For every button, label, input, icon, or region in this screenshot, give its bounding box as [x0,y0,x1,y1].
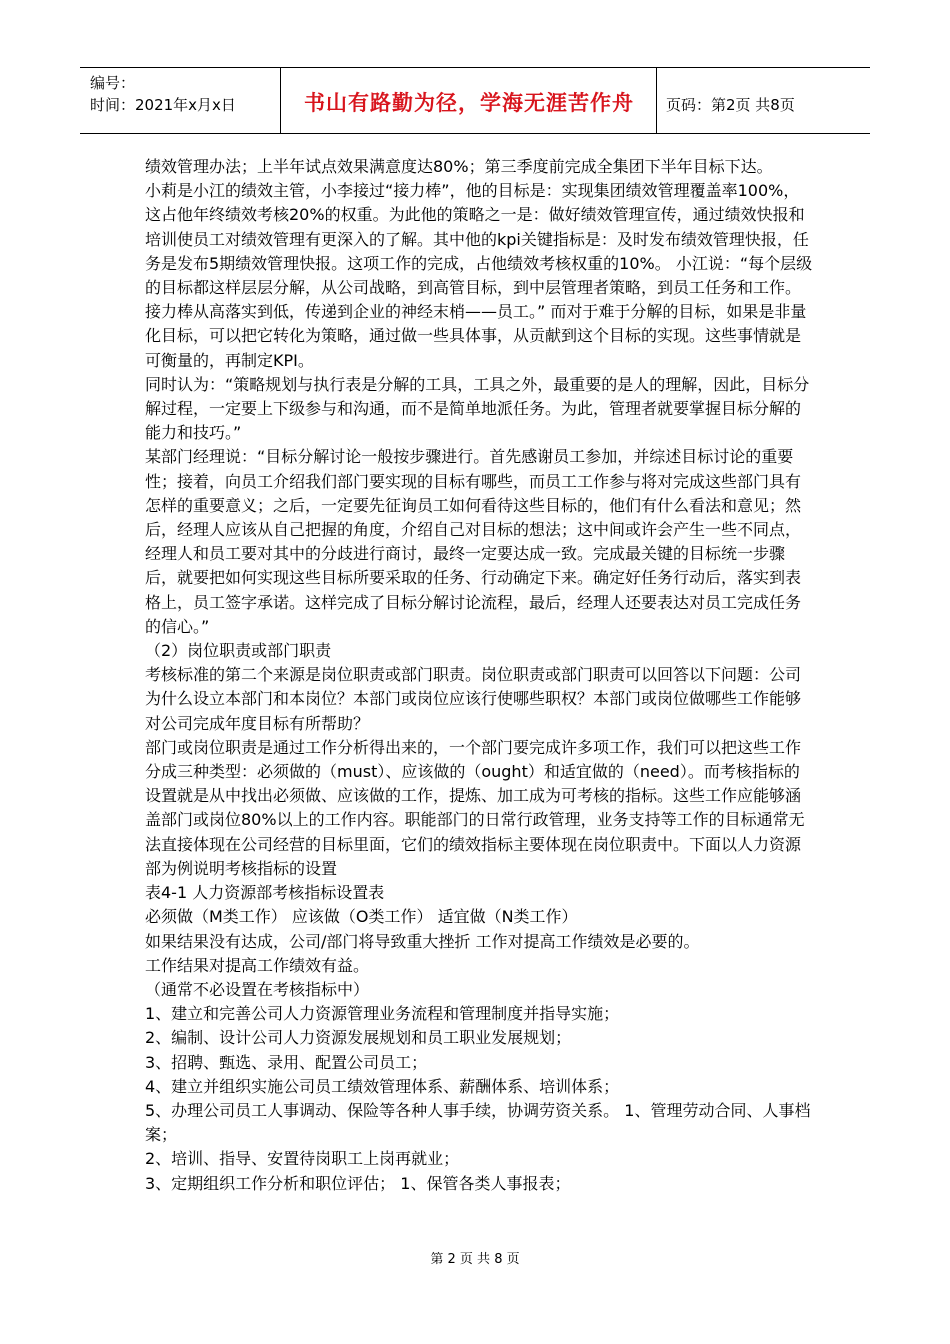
paragraph: 考核标准的第二个来源是岗位职责或部门职责。岗位职责或部门职责可以回答以下问题：公司为什么设立本部门和本岗位？本部门或岗位应该行使哪些职权？本部门或岗位做哪些工作能够对公司完成年度目标有所帮助？ [145,665,802,733]
list-item: 1、建立和完善公司人力资源管理业务流程和管理制度并指导实施； [145,1004,620,1024]
paragraph: 部门或岗位职责是通过工作分析得出来的，一个部门要完成许多项工作，我们可以把这些工作分成三种类型：必须做的（must）、应该做的（ought）和适宜做的（need）。而考核指标的设置就是从中找出必须做、应该做的工作，提炼、加工成为可考核的指标。这些工作应能够涵盖部门或岗位80%以上的工作内容。职能部门的日常行政管理，业务支持等工作的目标通常无法直接体现在公司经营的目标里面，它们的绩效指标主要体现在岗位职责中。下面以人力资源部为例说明考核指标的设置 [145,737,805,878]
header-divider-left [280,67,281,133]
paragraph: 工作结果对提高工作绩效有益。 [145,955,370,975]
section-heading: （2）岗位职责或部门职责 [145,641,332,661]
paragraph: 某部门经理说：“目标分解讨论一般按步骤进行。首先感谢员工参加，并综述目标讨论的重要性；接着，向员工介绍我们部门要实现的目标有哪些，而员工工作参与将对完成这些部门具有怎样的重要意义；之后，一定要先征询员工如何看待这些目标的，他们有什么看法和意见；然后，经理人应该从自己把握的角度，介绍自己对目标的想法；这中间或许会产生一些不同点，经理人和员工要对其中的分歧进行商讨，最终一定要达成一致。完成最关键的目标统一步骤后，就要把如何实现这些目标所要采取的任务、行动确定下来。确定好任务行动后，落实到表格上，员工签字承诺。这样完成了目标分解讨论流程，最后，经理人还要表达对员工完成任务的信心。” [145,447,802,636]
paragraph: （通常不必设置在考核指标中） [145,979,370,999]
paragraph: 绩效管理办法；上半年试点效果满意度达80%；第三季度前完成全集团下半年目标下达。 [145,157,773,176]
paragraph: 如果结果没有达成，公司/部门将导致重大挫折 工作对提高工作绩效是必要的。 [145,931,700,951]
paragraph: 同时认为：“策略规划与执行表是分解的工具，工具之外，最重要的是人的理解，因此，目标分解过程，一定要上下级参与和沟通，而不是简单地派任务。为此，管理者就要掌握目标分解的能力和技巧。” [145,374,810,443]
paragraph: 小莉是小江的绩效主管，小李接过“接力棒”，他的目标是：实现集团绩效管理覆盖率100%，这占他年终绩效考核20%的权重。为此他的策略之一是：做好绩效管理宣传，通过绩效快报和培训使员工对绩效管理有更深入的了解。其中他的kpi关键指标是：及时发布绩效管理快报，任务是发布5期绩效管理快报。这项工作的完成，占他绩效考核权重的10%。 小江说：“每个层级的目标都这样层层分解，从公司战略，到高管目标，到中层管理者策略，到员工任务和工作。接力棒从高落实到低，传递到企业的神经末梢——员工。” 而对于难于分解的目标，如果是非量化目标，可以把它转化为策略，通过做一些具体事，从贡献到这个目标的实现。这些事情就是可衡量的，再制定KPI。 [145,181,813,370]
header-motto: 书山有路勤为径，学海无涯苦作舟 [304,91,634,115]
list-item: 2、编制、设计公司人力资源发展规划和员工职业发展规划； [145,1028,572,1048]
page-header [80,64,870,136]
page-footer: 第 2 页 共 8 页 [430,1252,520,1267]
list-item: 3、招聘、甄选、录用、配置公司员工； [145,1052,428,1072]
header-top-rule [80,67,870,68]
header-date: 时间：2021年x月x日 [90,96,236,114]
table-caption: 表4-1 人力资源部考核指标设置表 [145,883,385,903]
document-body [145,155,815,1196]
list-item: 4、建立并组织实施公司员工绩效管理体系、薪酬体系、培训体系； [145,1076,620,1096]
header-number-label: 编号： [90,74,136,92]
table-header-line: 必须做（M类工作） 应该做（O类工作） 适宜做（N类工作） [145,907,578,927]
header-divider-right [656,67,657,133]
list-item: 2、培训、指导、安置待岗职工上岗再就业； [145,1149,460,1169]
header-page-number: 页码：第2页 共8页 [666,96,795,114]
list-item: 3、定期组织工作分析和职位评估； 1、保管各类人事报表； [145,1173,571,1193]
list-item: 5、办理公司员工人事调动、保险等各种人事手续，协调劳资关系。 1、管理劳动合同、人事档案； [145,1100,811,1145]
header-bottom-rule [80,133,870,134]
